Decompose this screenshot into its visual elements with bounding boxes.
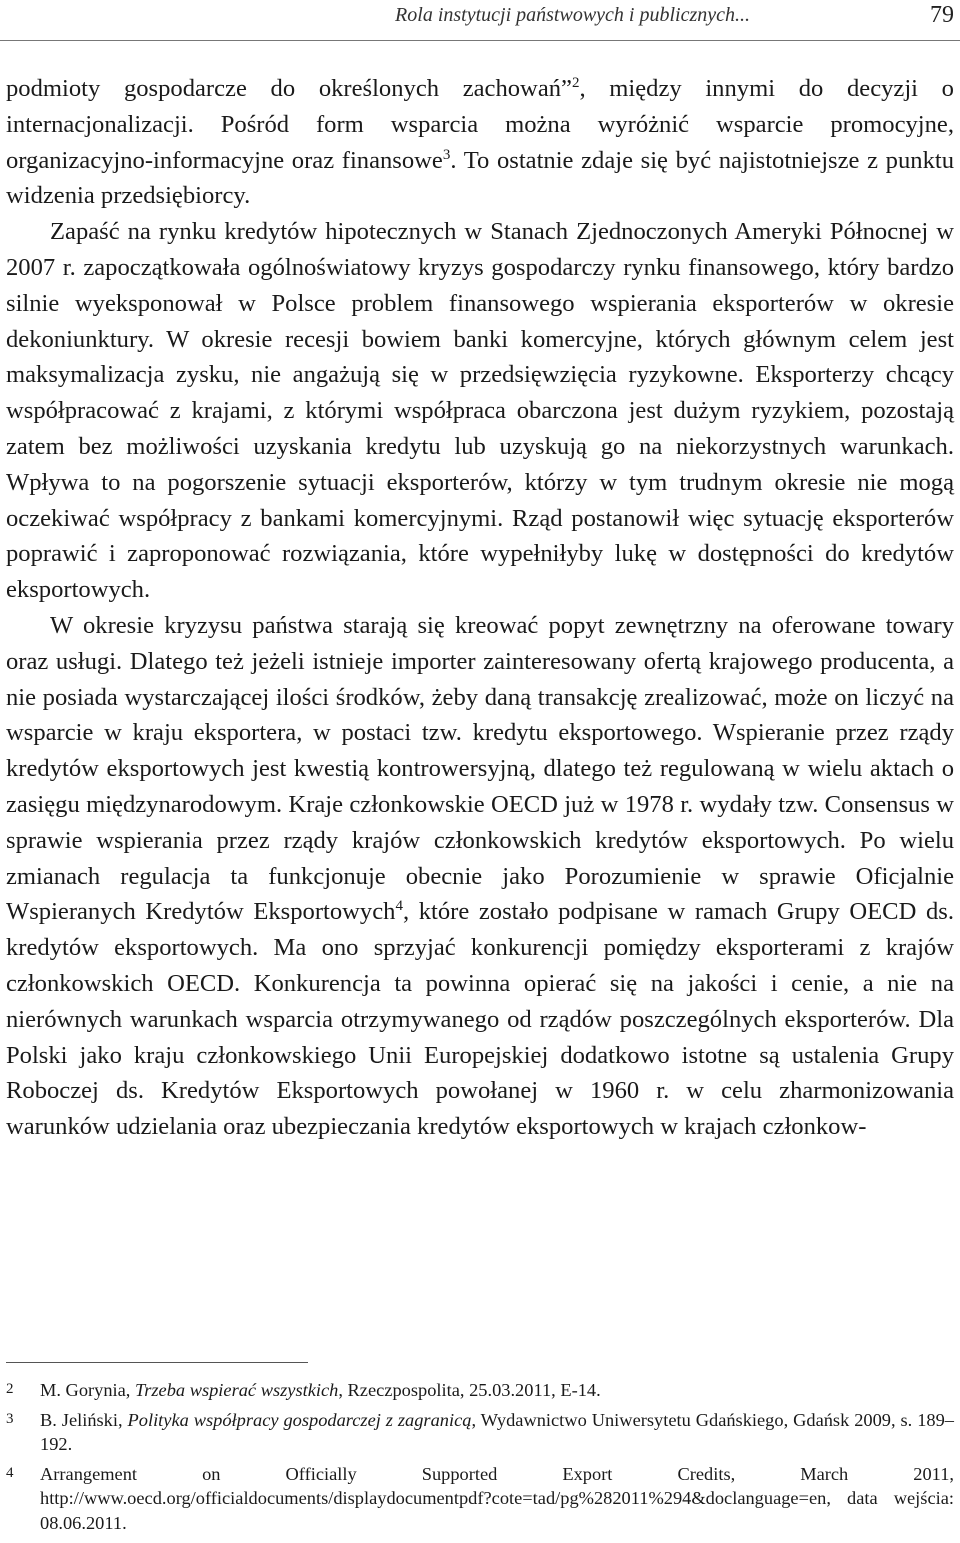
page-number: 79 [930, 2, 954, 28]
footnote-title: Polityka współpracy gospodarczej z zagranicą [127, 1409, 472, 1430]
footnote-number: 2 [6, 1381, 14, 1397]
paragraph-3 [6, 608, 954, 1145]
footnote-author: B. Jeliński, [40, 1409, 128, 1430]
footnote-number: 4 [6, 1464, 14, 1481]
footnote-reference-link[interactable]: Arrangement on Officially Supported Export Credits, March 2011, http://www.oecd.org/officialdocuments/displaydocumentpdf?cote=tad/pg%282011%294&doclanguage=en, data wejścia: 08.06.2011. [40, 1463, 954, 1533]
running-title: Rola instytucji państwowych i publicznych... [395, 4, 750, 26]
header-rule [0, 40, 960, 41]
footnote-author: M. Gorynia, [40, 1380, 136, 1400]
footnote-4 [6, 1462, 954, 1536]
page-header [0, 0, 960, 40]
paragraph-2: Zapaść na rynku kredytów hipotecznych w Stanach Zjednoczonych Ameryki Północnej w 2007 r. zapoczątkowała ogólnoświatowy kryzys gospodarczy rynku finansowego, który bardzo silnie wyeksponował w Polsce problem finansowego wspierania eksporterów w okresie dekoniunktury. W okresie recesji bowiem banki komercyjne, których głównym celem jest maksymalizacja zysku, nie angażują się w przedsięwzięcia ryzykowne. Eksporterzy chcący współpracować z krajami, z którymi współpraca obarczona jest dużym ryzykiem, pozostają zatem bez możliwości uzyskania kredytu lub uzyskują go na niekorzystnych warunkach. Wpływa to na pogorszenie sytuacji eksporterów, którzy w tym trudnym okresie nie mogą oczekiwać współpracy z bankami komercyjnymi. Rząd postanowił więc sytuację eksporterów poprawić i zaproponować rozwiązania, które wypełniłyby lukę w dostępności do kredytów eksportowych. [6, 218, 954, 604]
footnote-source: , Rzeczpospolita, 25.03.2011, E-14. [338, 1380, 601, 1400]
footnote-2 [6, 1378, 954, 1403]
footnotes [6, 1378, 954, 1541]
footnote-ref-3[interactable]: 3 [442, 146, 451, 163]
paragraph-1-text-a: podmioty gospodarcze do określonych zachowań” [6, 75, 572, 102]
body-text [6, 71, 954, 1145]
footnote-number: 3 [6, 1410, 14, 1427]
footnote-title: Trzeba wspierać wszystkich [135, 1380, 339, 1400]
paragraph-1 [6, 71, 954, 214]
paragraph-3-text-b: , które zostało podpisane w ramach Grupy OECD ds. kredytów eksportowych. Ma ono sprzyjać konkurencji pomiędzy eksporterami z krajów członkowskich OECD. Konkurencja ta powinna opierać się na jakości i cenie, a nie na nierównych warunkach wsparcia otrzymywanego od rządów poszczególnych eksporterów. Dla Polski jako kraju członkowskiego Unii Europejskiej dodatkowo istotne są ustalenia Grupy Roboczej ds. Kredytów Eksportowych powołanej w 1960 r. w celu zharmonizowania warunków udzielania oraz ubezpieczania kredytów eksportowych w krajach członkow- [6, 898, 954, 1141]
footnote-ref-4[interactable]: 4 [395, 898, 403, 915]
footnote-3 [6, 1408, 954, 1457]
footnote-source: , Wydawnictwo Uniwersytetu Gdańskiego, Gdańsk 2009, s. 189–192. [40, 1409, 954, 1455]
paragraph-3-text-a: W okresie kryzysu państwa starają się kreować popyt zewnętrzny na oferowane towary oraz usługi. Dlatego też jeżeli istnieje importer zainteresowany ofertą krajowego producenta, a nie posiada wystarczającej ilości środków, żeby daną transakcję zrealizować, może on liczyć na wsparcie w kraju eksportera, w postaci tzw. kredytu eksportowego. Wspieranie przez rządy kredytów eksportowych jest kwestią kontrowersyjną, dlatego też regulowaną w wielu aktach o zasięgu międzynarodowym. Kraje członkowskie OECD już w 1978 r. wydały tzw. Consensus w sprawie wspierania przez rządy krajów członkowskich kredytów eksportowych. Po wielu zmianach regulacja ta funkcjonuje obecnie jako Porozumienie w sprawie Oficjalnie Wspieranych Kredytów Eksportowych [6, 611, 954, 926]
paragraph-1-text-b: , między innymi do decyzji o internacjonalizacji. Pośród form wsparcia można wyróżnić wsparcie promocyjne, organizacyjno-informacyjne oraz finansowe [6, 75, 954, 174]
paragraph-1-text-c: . To ostatnie zdaje się być najistotniejsze z punktu widzenia przedsiębiorcy. [6, 146, 954, 210]
footnote-ref-2[interactable]: 2 [571, 75, 580, 91]
footnote-rule [6, 1362, 308, 1363]
